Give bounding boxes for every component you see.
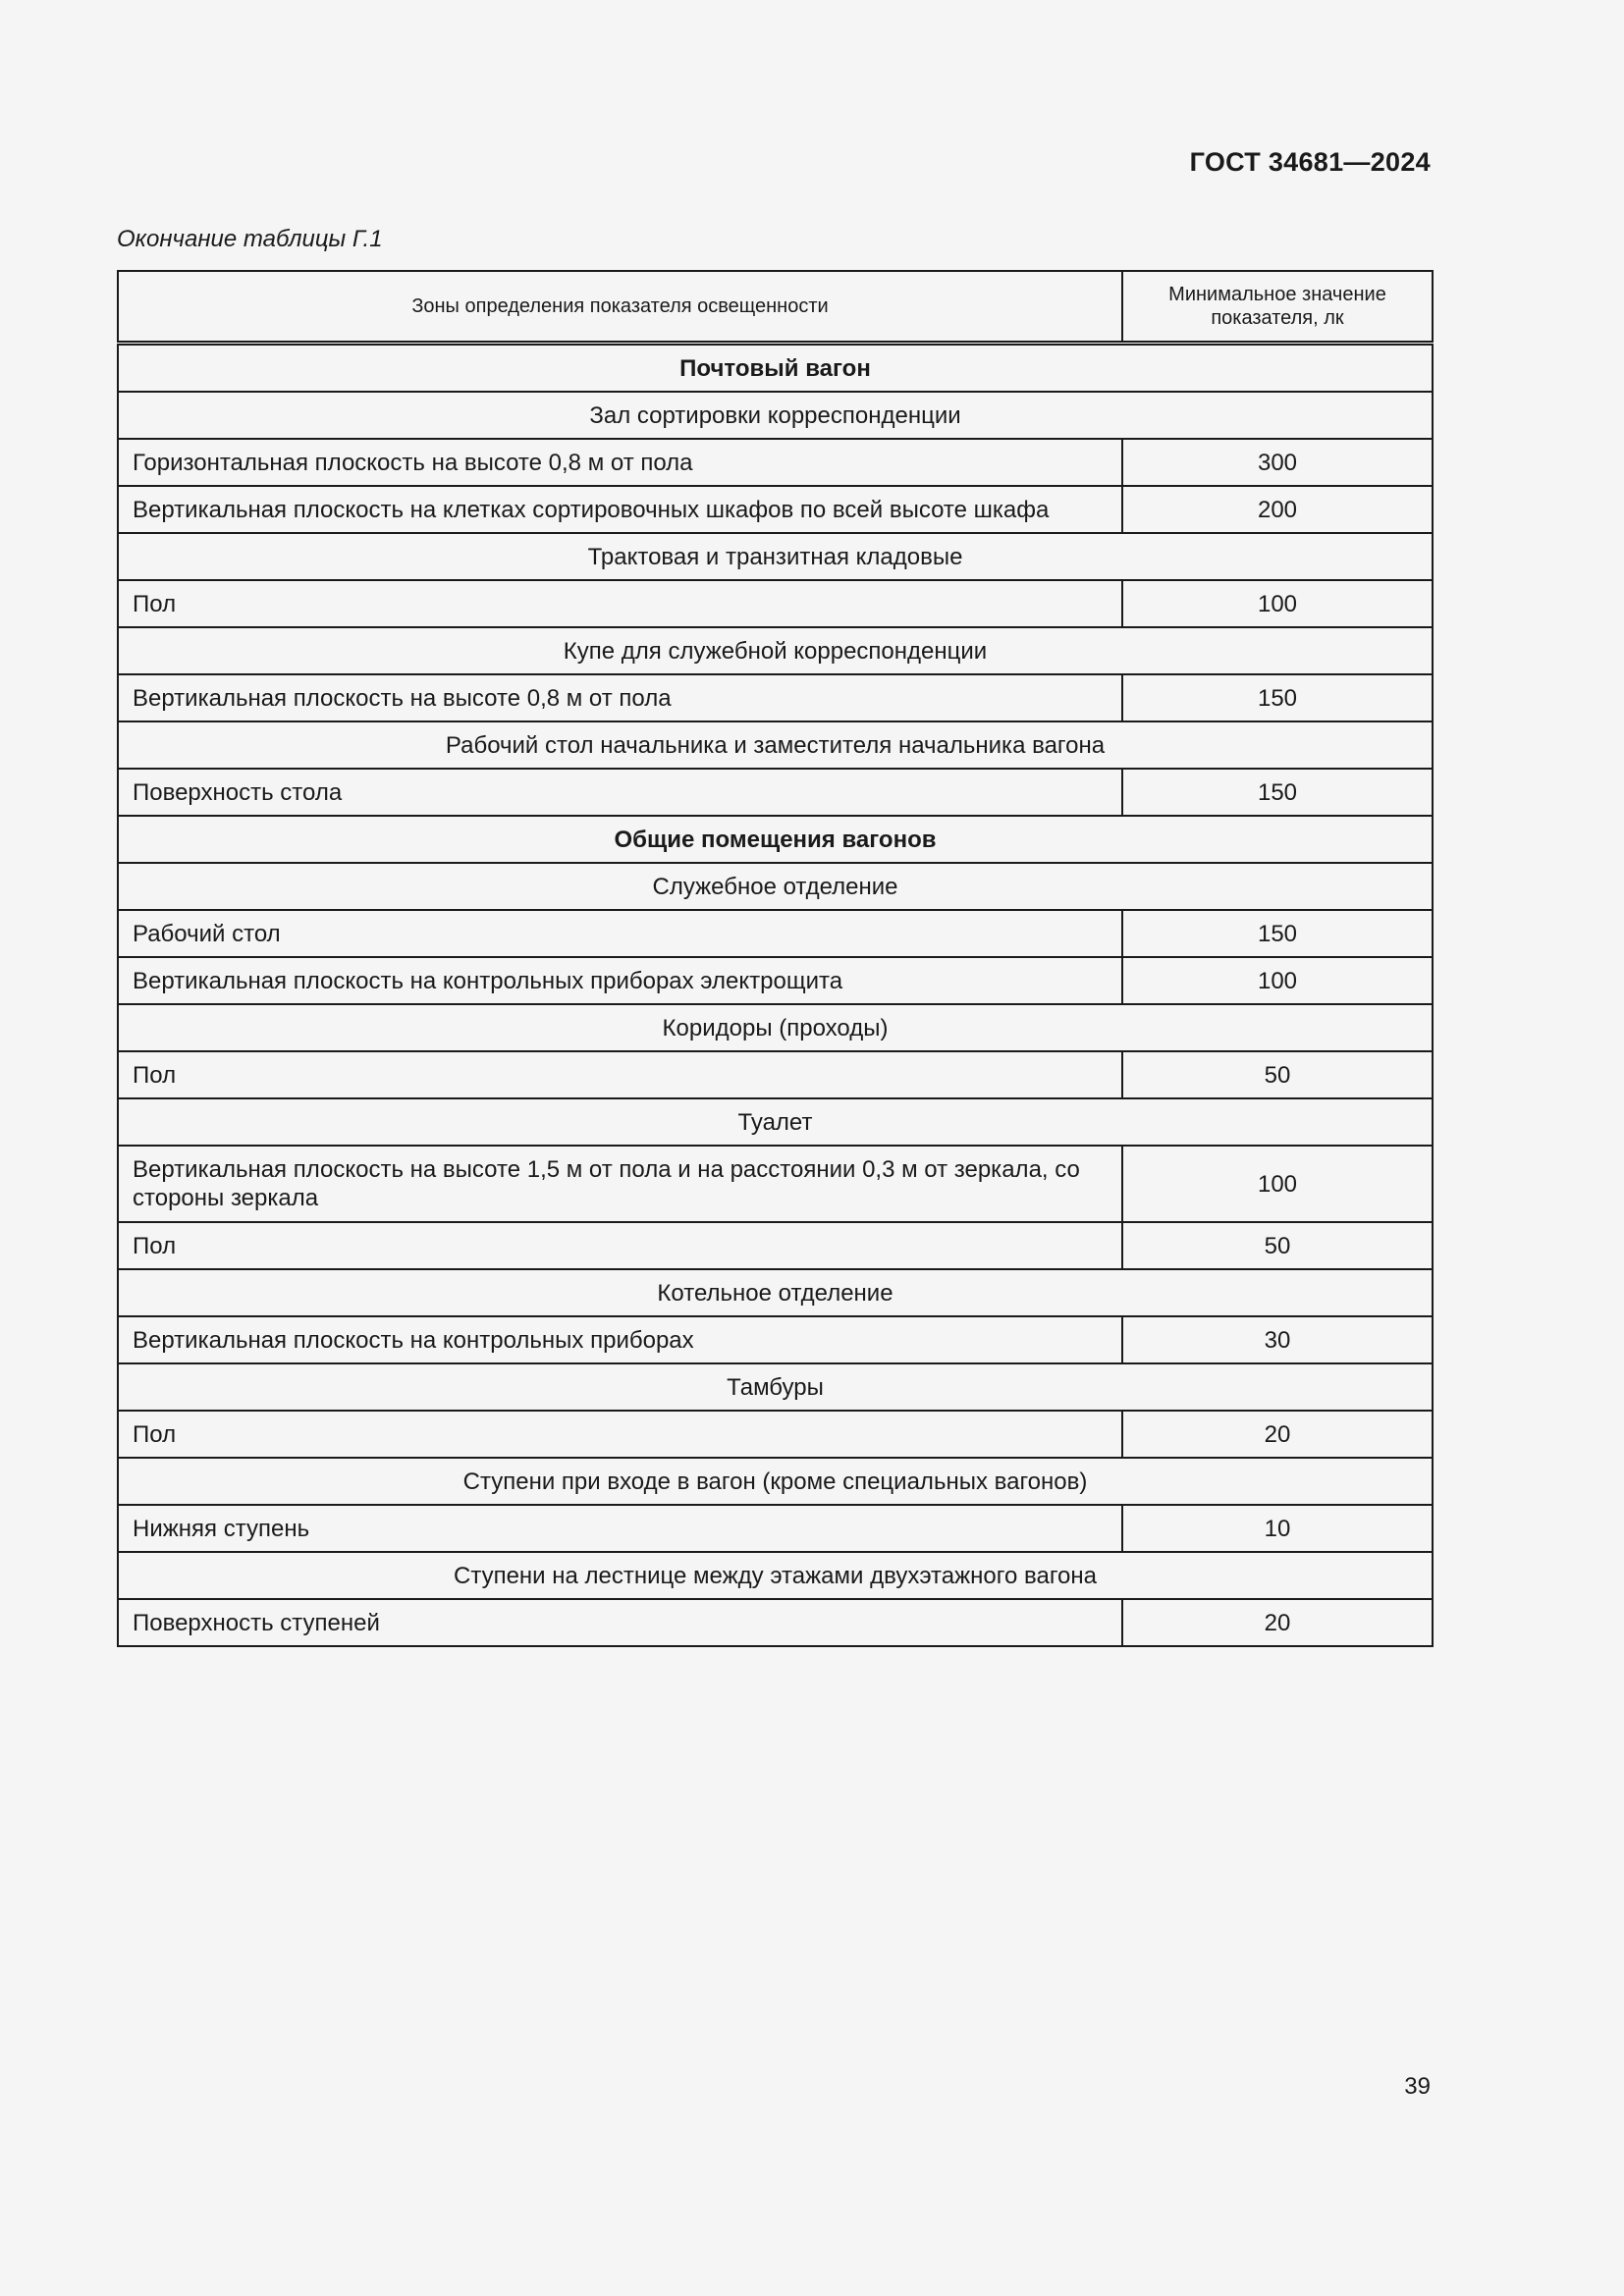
column-header-zones: Зоны определения показателя освещенности — [118, 271, 1122, 344]
min-value-cell: 50 — [1122, 1222, 1433, 1269]
min-value-cell: 30 — [1122, 1316, 1433, 1363]
group-row — [118, 721, 1433, 769]
zone-cell: Пол — [118, 1411, 1122, 1458]
min-value-cell: 200 — [1122, 486, 1433, 533]
zone-cell: Поверхность ступеней — [118, 1599, 1122, 1646]
min-value-cell: 150 — [1122, 910, 1433, 957]
min-value-cell: 20 — [1122, 1599, 1433, 1646]
group-row — [118, 627, 1433, 674]
group-row — [118, 1269, 1433, 1316]
min-value-cell: 10 — [1122, 1505, 1433, 1552]
group-row — [118, 1552, 1433, 1599]
group-heading: Рабочий стол начальника и заместителя начальника вагона — [118, 721, 1433, 769]
zone-cell: Вертикальная плоскость на высоте 1,5 м от пола и на расстоянии 0,3 м от зеркала, со стороны зеркала — [118, 1146, 1122, 1222]
min-value-cell: 300 — [1122, 439, 1433, 486]
group-heading: Коридоры (проходы) — [118, 1004, 1433, 1051]
group-heading: Туалет — [118, 1098, 1433, 1146]
section-heading: Общие помещения вагонов — [118, 816, 1433, 863]
section-heading: Почтовый вагон — [118, 344, 1433, 393]
zone-cell: Пол — [118, 1051, 1122, 1098]
min-value-cell: 50 — [1122, 1051, 1433, 1098]
table-row — [118, 674, 1433, 721]
table-row — [118, 1222, 1433, 1269]
zone-cell: Горизонтальная плоскость на высоте 0,8 м от пола — [118, 439, 1122, 486]
group-heading: Трактовая и транзитная кладовые — [118, 533, 1433, 580]
table-row — [118, 1599, 1433, 1646]
group-row — [118, 1363, 1433, 1411]
group-heading: Ступени на лестнице между этажами двухэтажного вагона — [118, 1552, 1433, 1599]
group-row — [118, 1458, 1433, 1505]
table-row — [118, 1505, 1433, 1552]
column-header-min-value: Минимальное значение показателя, лк — [1122, 271, 1433, 344]
min-value-cell: 100 — [1122, 1146, 1433, 1222]
page-number: 39 — [1404, 2073, 1431, 2100]
group-heading: Служебное отделение — [118, 863, 1433, 910]
group-heading: Котельное отделение — [118, 1269, 1433, 1316]
table-row — [118, 910, 1433, 957]
group-heading: Тамбуры — [118, 1363, 1433, 1411]
zone-cell: Вертикальная плоскость на клетках сортировочных шкафов по всей высоте шкафа — [118, 486, 1122, 533]
section-row — [118, 816, 1433, 863]
min-value-cell: 20 — [1122, 1411, 1433, 1458]
table-row — [118, 769, 1433, 816]
group-row — [118, 1004, 1433, 1051]
group-row — [118, 533, 1433, 580]
min-value-cell: 100 — [1122, 957, 1433, 1004]
table-row — [118, 1411, 1433, 1458]
min-value-cell: 150 — [1122, 674, 1433, 721]
table-row — [118, 439, 1433, 486]
zone-cell: Вертикальная плоскость на контрольных приборах электрощита — [118, 957, 1122, 1004]
table-row — [118, 1051, 1433, 1098]
min-value-cell: 100 — [1122, 580, 1433, 627]
min-value-cell: 150 — [1122, 769, 1433, 816]
table-row — [118, 580, 1433, 627]
group-heading: Купе для служебной корреспонденции — [118, 627, 1433, 674]
document-code: ГОСТ 34681—2024 — [1189, 147, 1431, 177]
group-heading: Ступени при входе в вагон (кроме специальных вагонов) — [118, 1458, 1433, 1505]
illumination-table — [117, 270, 1434, 1647]
zone-cell: Пол — [118, 1222, 1122, 1269]
table-row — [118, 486, 1433, 533]
table-caption: Окончание таблицы Г.1 — [117, 226, 383, 252]
table-header-row — [118, 271, 1433, 344]
zone-cell: Нижняя ступень — [118, 1505, 1122, 1552]
group-heading: Зал сортировки корреспонденции — [118, 392, 1433, 439]
table-row — [118, 1316, 1433, 1363]
zone-cell: Рабочий стол — [118, 910, 1122, 957]
group-row — [118, 1098, 1433, 1146]
zone-cell: Поверхность стола — [118, 769, 1122, 816]
table-row — [118, 1146, 1433, 1222]
group-row — [118, 392, 1433, 439]
zone-cell: Вертикальная плоскость на высоте 0,8 м от пола — [118, 674, 1122, 721]
section-row — [118, 344, 1433, 393]
zone-cell: Вертикальная плоскость на контрольных приборах — [118, 1316, 1122, 1363]
group-row — [118, 863, 1433, 910]
table-row — [118, 957, 1433, 1004]
zone-cell: Пол — [118, 580, 1122, 627]
